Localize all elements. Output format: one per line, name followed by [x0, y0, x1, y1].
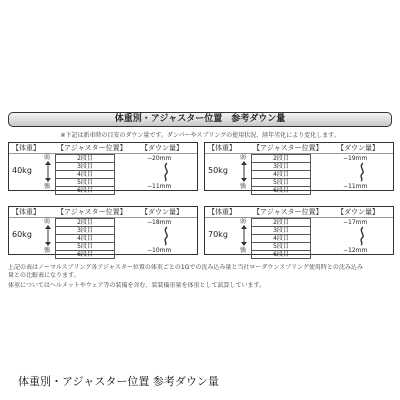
position-row: 3段目 [251, 162, 311, 170]
weight-header: 【体重】 [12, 208, 40, 216]
image-caption: 体重別・アジャスター位置 参考ダウン量 [18, 375, 219, 388]
position-header: 【アジャスター位置】 [57, 208, 127, 216]
position-row: 6段目 [251, 186, 311, 195]
position-rows [55, 154, 115, 195]
down-top-value: −17mm [343, 219, 368, 226]
down-header: 【ダウン量】 [141, 144, 183, 152]
soft-label: 弱 [240, 218, 247, 225]
down-bottom-value: −10mm [147, 247, 172, 254]
position-rows [251, 154, 311, 195]
weight-header: 【体重】 [12, 144, 40, 152]
position-header: 【アジャスター位置】 [253, 144, 323, 152]
weight-value: 70kg [208, 230, 228, 239]
soft-label: 弱 [44, 154, 51, 161]
position-row: 5段目 [55, 178, 115, 186]
double-arrow-icon [45, 161, 51, 182]
weight-value: 40kg [12, 166, 32, 175]
weight-header: 【体重】 [208, 144, 236, 152]
weight-table-50kg [204, 142, 394, 194]
position-row: 3段目 [251, 226, 311, 234]
down-header: 【ダウン量】 [337, 208, 379, 216]
down-top-value: −20mm [147, 155, 172, 162]
position-row: 4段目 [251, 234, 311, 242]
hard-label: 強 [240, 247, 247, 254]
position-row: 2段目 [251, 218, 311, 226]
hard-label: 強 [240, 183, 247, 190]
section-title: 体重別・アジャスター位置 参考ダウン量 [8, 112, 392, 127]
position-row: 2段目 [251, 154, 311, 162]
position-row: 3段目 [55, 226, 115, 234]
hard-label: 強 [44, 247, 51, 254]
position-row: 4段目 [55, 170, 115, 178]
wave-tilde-icon [357, 162, 367, 182]
weight-table-40kg [8, 142, 198, 194]
position-row: 3段目 [55, 162, 115, 170]
position-rows [55, 218, 115, 259]
position-row: 6段目 [251, 250, 311, 259]
position-row: 5段目 [55, 242, 115, 250]
soft-label: 弱 [240, 154, 247, 161]
footnote-line: 体重についてはヘルメットやウェア等の装備を含む、装装備重量を体重として試算しています。 [8, 282, 265, 289]
position-row: 2段目 [55, 218, 115, 226]
soft-label: 弱 [44, 218, 51, 225]
double-arrow-icon [241, 225, 247, 246]
footnote-line: 量との比較表になります。 [8, 272, 80, 279]
down-header: 【ダウン量】 [141, 208, 183, 216]
weight-table-70kg [204, 206, 394, 258]
hard-label: 強 [44, 183, 51, 190]
position-row: 5段目 [251, 242, 311, 250]
wave-tilde-icon [357, 226, 367, 246]
weight-header: 【体重】 [208, 208, 236, 216]
down-top-value: −18mm [147, 219, 172, 226]
footnote-line: 上記の表はノーマルスプリング各アジャスター位置の体重ごとの1Gでの沈み込み量と当社ローダウンスプリング使用時との沈み込み [8, 264, 363, 271]
top-note: ※下記は新車時の目安のダウン量です。ダンパーやスプリングの使用状況、経年劣化により変化します。 [60, 132, 340, 139]
wave-tilde-icon [161, 162, 171, 182]
position-row: 4段目 [251, 170, 311, 178]
position-row: 6段目 [55, 186, 115, 195]
weight-value: 50kg [208, 166, 228, 175]
position-header: 【アジャスター位置】 [57, 144, 127, 152]
weight-table-60kg [8, 206, 198, 258]
wave-tilde-icon [161, 226, 171, 246]
weight-value: 60kg [12, 230, 32, 239]
down-bottom-value: −11mm [147, 183, 172, 190]
down-bottom-value: −12mm [343, 247, 368, 254]
down-top-value: −19mm [343, 155, 368, 162]
position-row: 6段目 [55, 250, 115, 259]
down-bottom-value: −11mm [343, 183, 368, 190]
position-row: 4段目 [55, 234, 115, 242]
position-row: 5段目 [251, 178, 311, 186]
double-arrow-icon [241, 161, 247, 182]
double-arrow-icon [45, 225, 51, 246]
down-header: 【ダウン量】 [337, 144, 379, 152]
position-rows [251, 218, 311, 259]
position-header: 【アジャスター位置】 [253, 208, 323, 216]
position-row: 2段目 [55, 154, 115, 162]
